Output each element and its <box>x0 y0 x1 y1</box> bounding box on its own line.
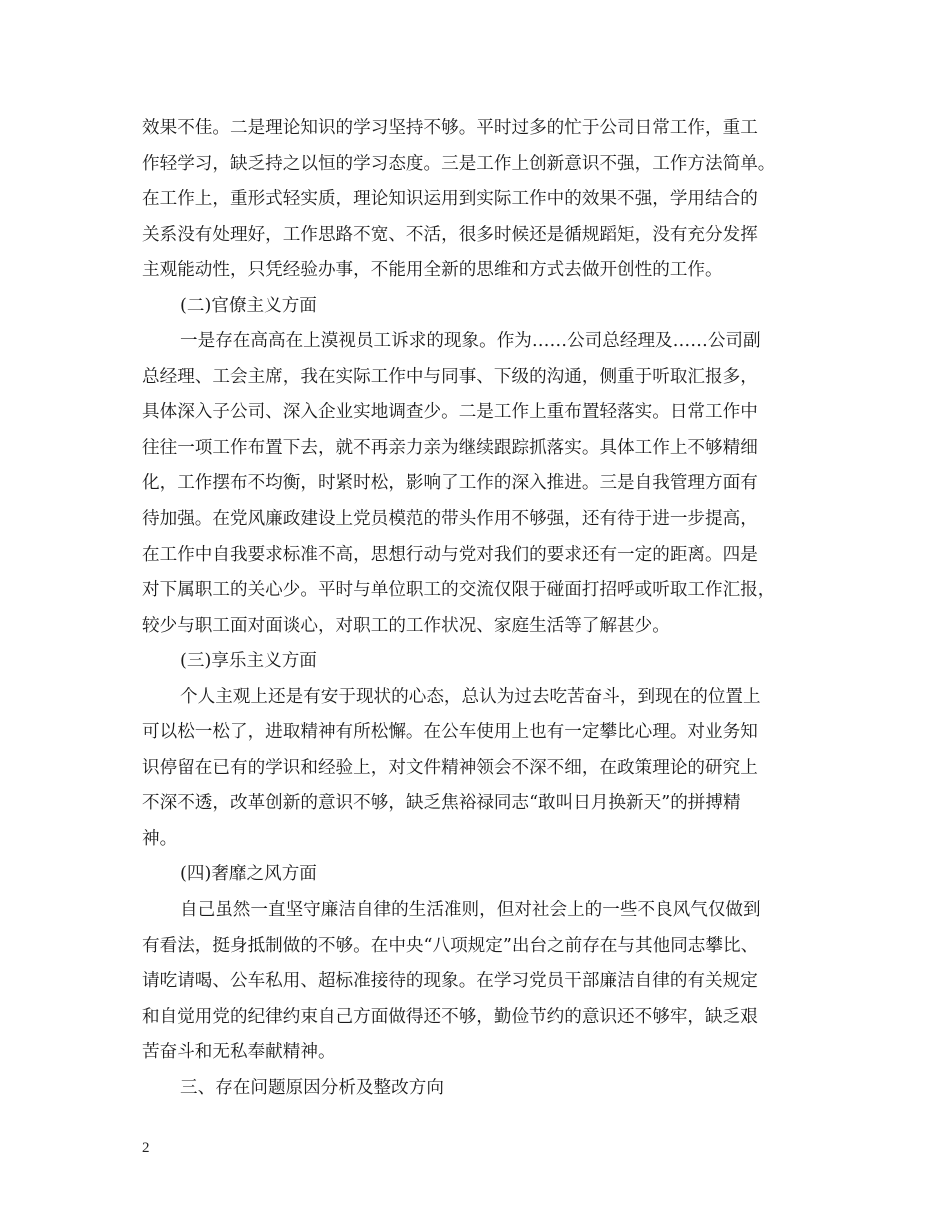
page-number: 2 <box>142 1140 150 1156</box>
body-text <box>142 111 822 1106</box>
text-line: 和自觉用党的纪律约束自己方面做得还不够，勤俭节约的意识还不够牢，缺乏艰 <box>142 1006 758 1027</box>
text-line: 个人主观上还是有安于现状的心态，总认为过去吃苦奋斗，到现在的位置上 <box>180 686 761 707</box>
text-line: 神。 <box>142 828 178 849</box>
text-line: 对下属职工的关心少。平时与单位职工的交流仅限于碰面打招呼或听取工作汇报， <box>142 580 776 601</box>
section-heading: (四)奢靡之风方面 <box>180 864 317 885</box>
text-line: 总经理、工会主席，我在实际工作中与同事、下级的沟通，侧重于听取汇报多， <box>142 366 758 387</box>
text-line: 自己虽然一直坚守廉洁自律的生活准则，但对社会上的一些不良风气仅做到 <box>180 900 761 921</box>
text-line: 有看法，挺身抵制做的不够。在中央“八项规定”出台之前存在与其他同志攀比、 <box>142 935 759 956</box>
section-heading: 三、存在问题原因分析及整改方向 <box>180 1077 444 1098</box>
text-line: 在工作中自我要求标准不高，思想行动与党对我们的要求还有一定的距离。四是 <box>142 544 758 565</box>
text-line: 待加强。在党风廉政建设上党员模范的带头作用不够强，还有待于进一步提高， <box>142 509 758 530</box>
text-line: 关系没有处理好，工作思路不宽、不活，很多时候还是循规蹈矩，没有充分发挥 <box>142 224 758 245</box>
text-line: 作轻学习，缺乏持之以恒的学习态度。三是工作上创新意识不强，工作方法简单。 <box>142 153 776 174</box>
text-line: 不深不透，改革创新的意识不够，缺乏焦裕禄同志“敢叫日月换新天”的拼搏精 <box>142 793 741 814</box>
text-line: 苦奋斗和无私奉献精神。 <box>142 1042 336 1063</box>
text-line: 具体深入子公司、深入企业实地调查少。二是工作上重布置轻落实。日常工作中 <box>142 402 758 423</box>
text-line: 请吃请喝、公车私用、超标准接待的现象。在学习党员干部廉洁自律的有关规定 <box>142 971 758 992</box>
text-line: 效果不佳。二是理论知识的学习坚持不够。平时过多的忙于公司日常工作，重工 <box>142 118 758 138</box>
text-line: 往往一项工作布置下去，就不再亲力亲为继续跟踪抓落实。具体工作上不够精细 <box>142 437 758 458</box>
section-heading: (三)享乐主义方面 <box>180 651 317 672</box>
text-line: 可以松一松了，进取精神有所松懈。在公车使用上也有一定攀比心理。对业务知 <box>142 722 758 743</box>
text-line: 较少与职工面对面谈心，对职工的工作状况、家庭生活等了解甚少。 <box>142 615 670 636</box>
text-line: 主观能动性，只凭经验办事，不能用全新的思维和方式去做开创性的工作。 <box>142 260 723 281</box>
text-line: 在工作上，重形式轻实质，理论知识运用到实际工作中的效果不强，学用结合的 <box>142 189 758 210</box>
text-line: 识停留在已有的学识和经验上，对文件精神领会不深不细，在政策理论的研究上 <box>142 757 758 778</box>
section-heading: (二)官僚主义方面 <box>180 295 317 316</box>
text-line: 化，工作摆布不均衡，时紧时松，影响了工作的深入推进。三是自我管理方面有 <box>142 473 758 494</box>
text-line: 一是存在高高在上漠视员工诉求的现象。作为……公司总经理及……公司副 <box>180 331 761 352</box>
